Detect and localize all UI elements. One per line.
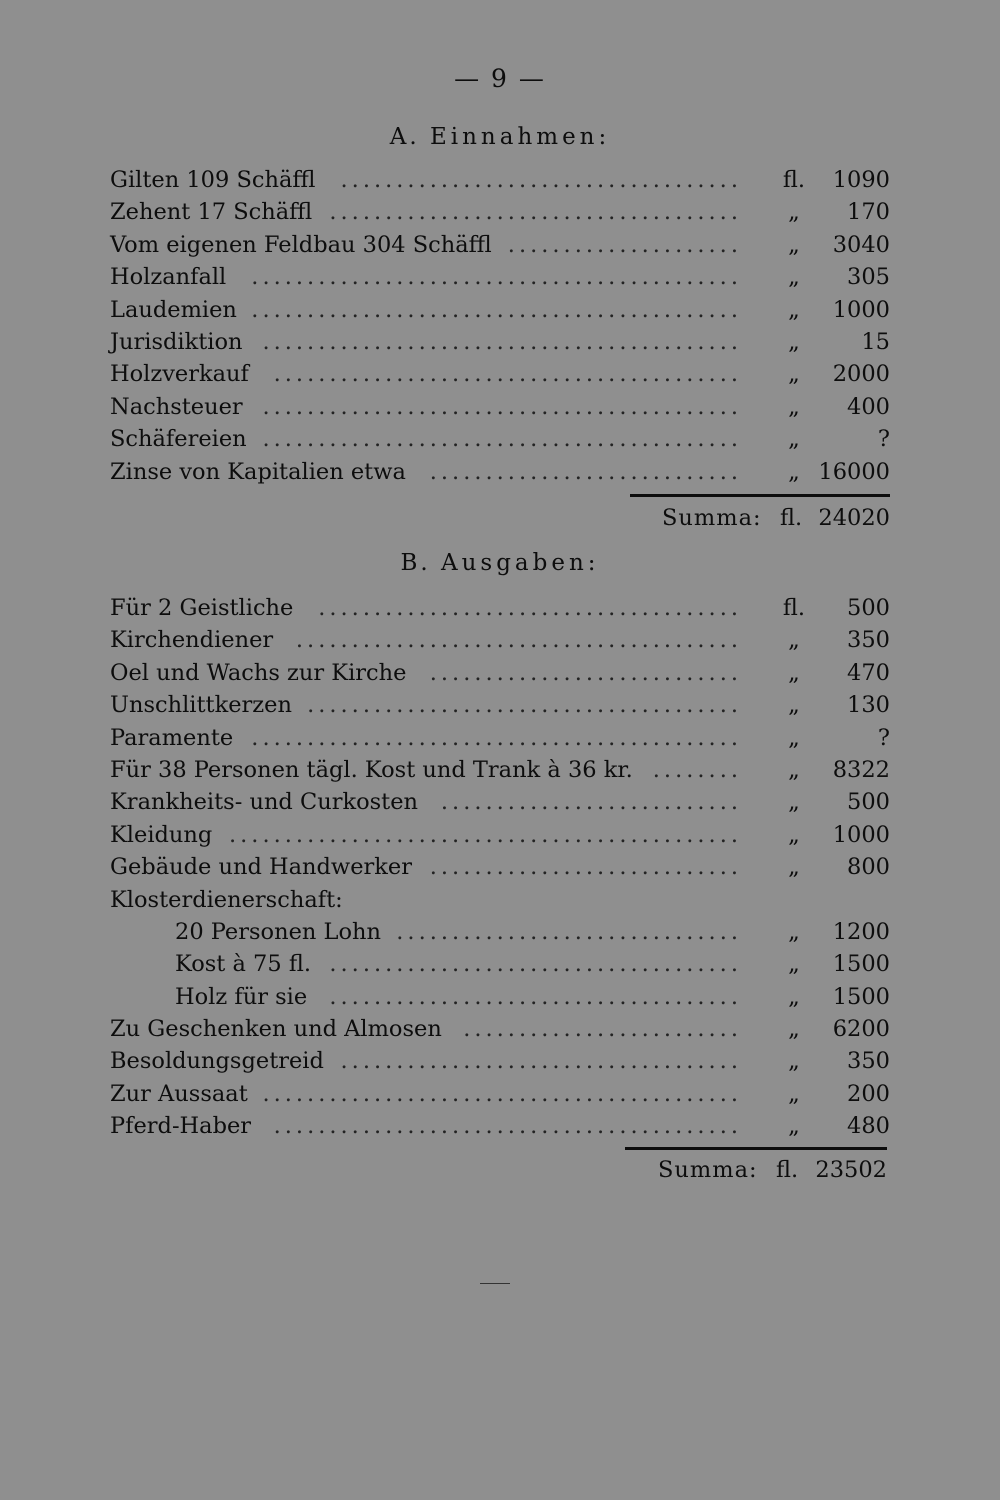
income-sum-row (662, 502, 890, 534)
expense-row (110, 851, 890, 883)
income-row-label: Gilten 109 Schäffl (110, 167, 316, 193)
income-row-unit: „ (788, 296, 800, 323)
expense-sum-unit: fl. (776, 1157, 799, 1183)
expense-row-unit: „ (788, 918, 800, 945)
income-row-label: Zinse von Kapitalien etwa (110, 458, 406, 485)
expense-sum-row (658, 1154, 887, 1186)
income-row-unit: fl. (782, 167, 806, 193)
dot-leader: ............................................ (251, 264, 742, 291)
expense-row-label: Holz für sie (175, 983, 308, 1010)
income-row-amount: 1090 (832, 167, 890, 193)
income-row (110, 196, 890, 228)
expense-row-unit: „ (788, 1048, 800, 1075)
expense-row (110, 689, 890, 721)
expense-row (110, 819, 890, 851)
expense-row (110, 786, 890, 818)
income-row-amount: 305 (847, 264, 890, 291)
expense-row-unit: „ (788, 1113, 800, 1140)
expense-row-amount: 1500 (832, 951, 890, 978)
expense-row (110, 1078, 890, 1110)
dot-leader: ............................... (396, 918, 742, 945)
expense-row (110, 722, 890, 754)
expense-row-unit: „ (788, 692, 800, 719)
expense-row-label: Kleidung (110, 821, 213, 848)
dot-leader: ........................... (440, 789, 742, 816)
expense-sum-label: Summa: (658, 1157, 758, 1183)
expense-sum-rule (625, 1147, 887, 1150)
expense-row-unit: „ (788, 983, 800, 1010)
income-row-label: Schäfereien (110, 426, 247, 453)
expense-row-amount: 350 (847, 627, 890, 654)
expense-row-amount: 6200 (832, 1016, 890, 1043)
expense-row-unit: „ (788, 951, 800, 978)
income-row (110, 164, 890, 196)
dot-leader: ..................... (507, 231, 742, 258)
income-row-label: Jurisdiktion (110, 328, 243, 355)
dot-leader: ......................... (463, 1016, 742, 1043)
income-row-label: Holzverkauf (110, 361, 249, 388)
dot-leader: ...................................... (318, 595, 742, 621)
expense-row-amount: 480 (847, 1113, 890, 1140)
income-row (110, 294, 890, 326)
expense-row (110, 657, 890, 689)
expense-row (110, 1045, 890, 1077)
expense-row-unit: „ (788, 1016, 800, 1043)
expense-row (110, 592, 890, 624)
income-row-label: Holzanfall (110, 264, 227, 291)
expense-row-unit: fl. (782, 595, 806, 621)
expense-row-label: Oel und Wachs zur Kirche (110, 659, 407, 686)
expense-row-label: Krankheits- und Curkosten (110, 789, 419, 816)
expense-row-amount: 470 (847, 659, 890, 686)
footer-dash (480, 1283, 510, 1284)
expense-row (110, 1013, 890, 1045)
section-b-title: Ausgaben: (440, 550, 600, 576)
income-sum-amount: 24020 (818, 505, 890, 531)
income-row (110, 423, 890, 455)
income-row-label: Nachsteuer (110, 393, 243, 420)
expense-row-label: Gebäude und Handwerker (110, 854, 412, 881)
dot-leader: .......................................... (273, 361, 742, 388)
expense-row-label: Für 2 Geistliche (110, 595, 294, 621)
income-sum-label: Summa: (662, 505, 762, 531)
income-row-unit: „ (788, 361, 800, 388)
dot-leader: ............................ (429, 458, 742, 485)
dot-leader: ............................................ (251, 724, 742, 751)
income-row (110, 229, 890, 261)
income-row-amount: 3040 (832, 231, 890, 258)
expense-row-unit: „ (788, 627, 800, 654)
dot-leader: ..................................... (329, 951, 742, 978)
dot-leader: .............................................. (229, 821, 742, 848)
expense-row-unit: „ (788, 854, 800, 881)
expense-row (110, 1110, 890, 1142)
dot-leader: ..................................... (329, 983, 742, 1010)
expense-row-unit: „ (788, 659, 800, 686)
dot-leader: ..................................... (329, 199, 742, 226)
expense-row-amount: 130 (847, 692, 890, 719)
expense-row-amount: 500 (847, 595, 890, 621)
income-sum-rule (630, 494, 890, 497)
expense-row-amount: 8322 (832, 756, 890, 783)
section-a-letter: A. (389, 124, 420, 150)
income-row-unit: „ (788, 231, 800, 258)
expense-row-label: Zur Aussaat (110, 1080, 248, 1107)
section-b-heading (0, 550, 1000, 576)
expense-row (110, 981, 890, 1013)
expense-row-label: Klosterdienerschaft: (110, 886, 343, 913)
section-b-letter: B. (400, 550, 431, 576)
expense-list (110, 592, 890, 1143)
expense-row-label: Für 38 Personen tägl. Kost und Trank à 36 kr. (110, 756, 633, 783)
expense-row-amount: 1200 (832, 918, 890, 945)
income-row (110, 358, 890, 390)
dot-leader: ............................ (429, 659, 742, 686)
dot-leader: ........................................ (295, 627, 742, 654)
income-list (110, 164, 890, 488)
expense-row-amount: ? (877, 724, 890, 751)
dot-leader: ........ (652, 756, 742, 783)
income-row-unit: „ (788, 199, 800, 226)
income-row (110, 391, 890, 423)
expense-row-unit: „ (788, 724, 800, 751)
income-row-amount: 16000 (818, 458, 890, 485)
expense-row (110, 948, 890, 980)
dot-leader: ........................................... (262, 426, 742, 453)
expense-row-amount: 1500 (832, 983, 890, 1010)
dot-leader: ............................ (429, 854, 742, 881)
dot-leader: ........................................... (262, 328, 742, 355)
income-row (110, 456, 890, 488)
expense-row-amount: 800 (847, 854, 890, 881)
income-row-unit: „ (788, 426, 800, 453)
income-row-unit: „ (788, 264, 800, 291)
section-a-heading (0, 124, 1000, 150)
expense-row-label: Unschlittkerzen (110, 692, 292, 719)
expense-row-amount: 200 (847, 1080, 890, 1107)
expense-row-unit: „ (788, 821, 800, 848)
expense-row-unit: „ (788, 756, 800, 783)
income-row-unit: „ (788, 393, 800, 420)
expense-row-unit: „ (788, 1080, 800, 1107)
expense-row-label: Zu Geschenken und Almosen (110, 1016, 442, 1043)
expense-row-amount: 350 (847, 1048, 890, 1075)
income-row-amount: ? (877, 426, 890, 453)
expense-row-unit: „ (788, 789, 800, 816)
section-a-title: Einnahmen: (429, 124, 611, 150)
expense-row (110, 916, 890, 948)
expense-row (110, 624, 890, 656)
expense-row-amount: 500 (847, 789, 890, 816)
expense-row-label: Kirchendiener (110, 627, 274, 654)
dot-leader: .................................... (340, 167, 742, 193)
page-number: — 9 — (454, 64, 546, 93)
expense-row-label: Paramente (110, 724, 234, 751)
income-row-amount: 1000 (832, 296, 890, 323)
income-row (110, 326, 890, 358)
income-row-unit: „ (788, 458, 800, 485)
income-row-amount: 15 (861, 328, 890, 355)
expense-row-amount: 1000 (832, 821, 890, 848)
expense-row (110, 754, 890, 786)
income-row-label: Vom eigenen Feldbau 304 Schäffl (110, 231, 492, 258)
income-row-label: Zehent 17 Schäffl (110, 199, 313, 226)
dot-leader: .................................... (340, 1048, 742, 1075)
expense-row-label: Pferd-Haber (110, 1113, 252, 1140)
expense-row-label: Besoldungsgetreid (110, 1048, 324, 1075)
expense-sum-amount: 23502 (815, 1157, 887, 1183)
income-sum-unit: fl. (780, 505, 803, 531)
expense-row-label: 20 Personen Lohn (175, 918, 381, 945)
dot-leader: ........................................... (262, 393, 742, 420)
dot-leader: ........................................... (262, 1080, 742, 1107)
expense-row (110, 884, 890, 916)
income-row-amount: 170 (847, 199, 890, 226)
income-row (110, 261, 890, 293)
expense-row-label: Kost à 75 fl. (175, 951, 311, 978)
dot-leader: ............................................ (251, 296, 742, 323)
income-row-amount: 2000 (832, 361, 890, 388)
income-row-unit: „ (788, 328, 800, 355)
income-row-amount: 400 (847, 393, 890, 420)
dot-leader: ....................................... (307, 692, 742, 719)
dot-leader: .......................................... (273, 1113, 742, 1140)
income-row-label: Laudemien (110, 296, 237, 323)
